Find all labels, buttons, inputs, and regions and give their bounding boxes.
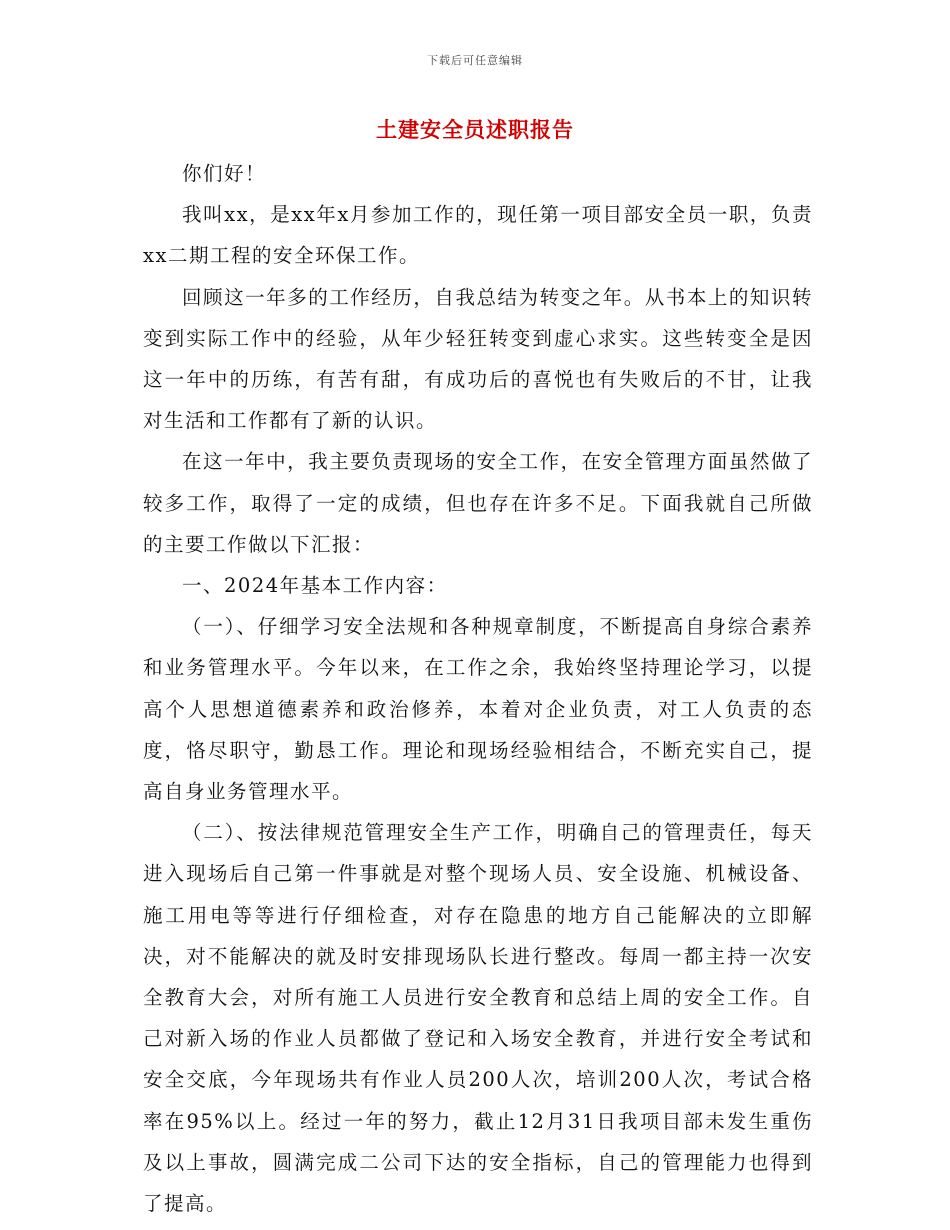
summary-paragraph: 在这一年中，我主要负责现场的安全工作，在安全管理方面虽然做了较多工作，取得了一定的成绩，但也存在许多不足。下面我就自己所做的主要工作做以下汇报： xyxy=(143,450,813,556)
item-one-paragraph: （一）、仔细学习安全法规和各种规章制度，不断提高自身综合素养和业务管理水平。今年以来，在工作之余，我始终坚持理论学习，以提高个人思想道德素养和政治修养，本着对企业负责，对工人负责的态度，恪尽职守，勤恳工作。理论和现场经验相结合，不断充实自己，提高自身业务管理水平。 xyxy=(143,615,813,804)
page-title: 土建安全员述职报告 xyxy=(376,118,574,142)
intro-paragraph: 我叫xx，是xx年x月参加工作的，现任第一项目部安全员一职，负责xx二期工程的安全环保工作。 xyxy=(143,203,813,268)
document-body xyxy=(143,153,813,1224)
greeting-paragraph: 你们好！ xyxy=(182,162,267,185)
review-paragraph: 回顾这一年多的工作经历，自我总结为转变之年。从书本上的知识转变到实际工作中的经验，从年少轻狂转变到虚心求实。这些转变全是因这一年中的历练，有苦有甜，有成功后的喜悦也有失败后的不甘，让我对生活和工作都有了新的认识。 xyxy=(143,285,813,433)
item-two-paragraph: （二）、按法律规范管理安全生产工作，明确自己的管理责任，每天进入现场后自己第一件事就是对整个现场人员、安全设施、机械设备、施工用电等等进行仔细检查，对存在隐患的地方自己能解决的立即解决，对不能解决的就及时安排现场队长进行整改。每周一都主持一次安全教育大会，对所有施工人员进行安全教育和总结上周的安全工作。自己对新入场的作业人员都做了登记和入场安全教育，并进行安全考试和安全交底，今年现场共有作业人员200人次，培训200人次，考试合格率在95%以上。经过一年的努力，截止12月31日我项目部未发生重伤及以上事故，圆满完成二公司下达的安全指标，自己的管理能力也得到了提高。 xyxy=(143,821,813,1216)
header-note: 下载后可任意编辑 xyxy=(427,54,523,67)
section-heading: 一、2024年基本工作内容： xyxy=(182,574,448,598)
